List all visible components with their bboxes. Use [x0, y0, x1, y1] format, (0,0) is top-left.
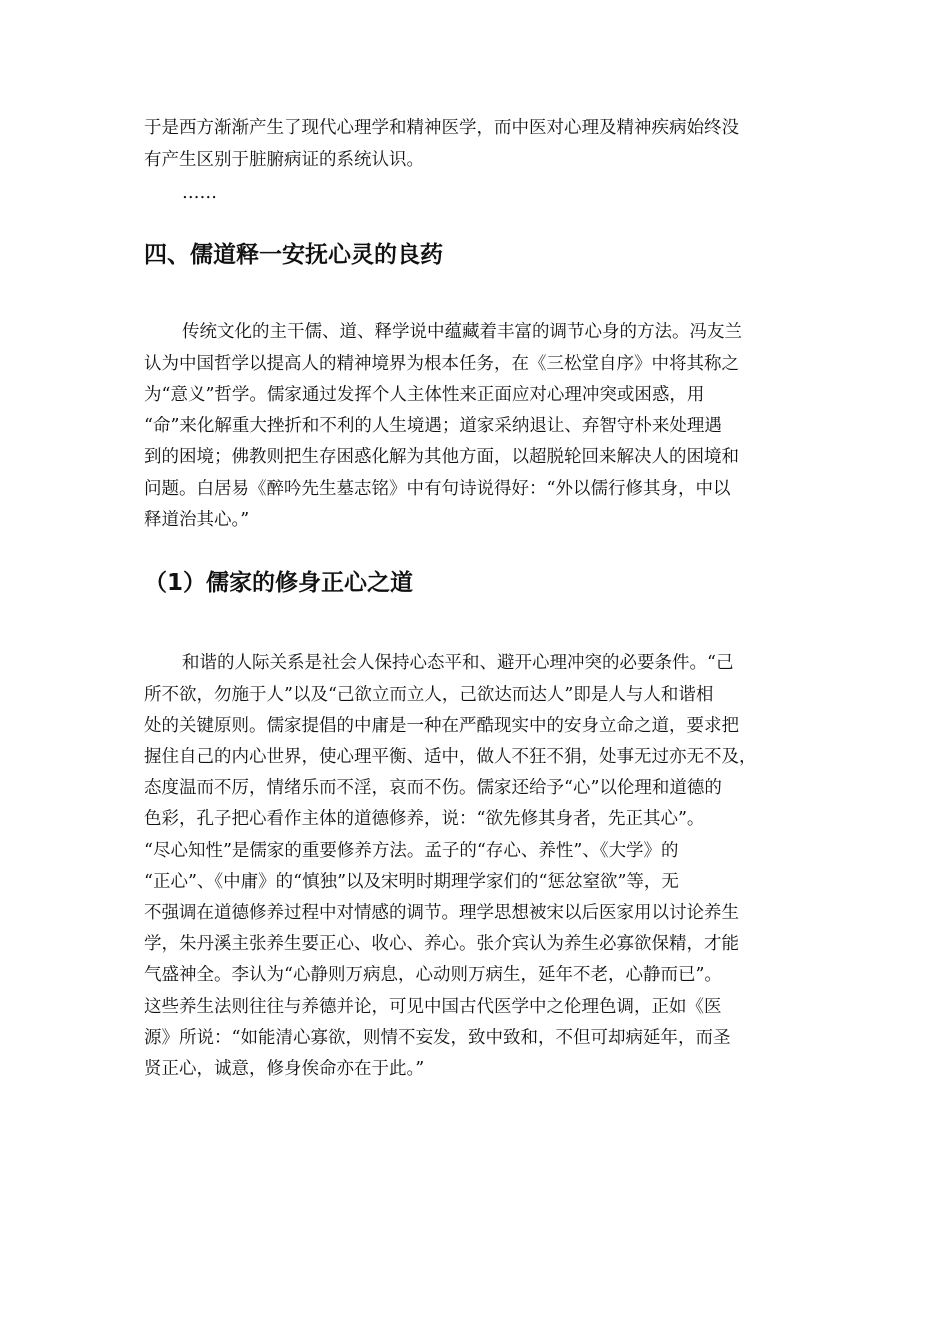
body-line: “正心”、《中庸》的“慎独”以及宋明时期理学家们的“惩忿窒欲”等，无 — [144, 872, 679, 892]
subsection-heading: （1）儒家的修身正心之道 — [144, 570, 414, 596]
body-line: 到的困境；佛教则把生存困惑化解为其他方面，以超脱轮回来解决人的困境和 — [144, 447, 739, 467]
body-line: 所不欲，勿施于人”以及“己欲立而立人，己欲达而达人”即是人与人和谐相 — [144, 685, 714, 705]
body-line: 处的关键原则。儒家提倡的中庸是一种在严酷现实中的安身立命之道，要求把 — [144, 716, 739, 736]
body-line: 贤正心，诚意，修身俟命亦在于此。” — [144, 1059, 425, 1079]
body-line: 于是西方渐渐产生了现代心理学和精神医学，而中医对心理及精神疾病始终没 — [144, 118, 739, 138]
body-line: “尽心知性”是儒家的重要修养方法。孟子的“存心、养性”、《大学》的 — [144, 841, 679, 861]
body-line: 态度温而不厉，情绪乐而不淫，哀而不伤。儒家还给予“心”以伦理和道德的 — [144, 778, 722, 798]
body-line: 气盛神全。李认为“心静则万病息，心动则万病生，延年不老，心静而已”。 — [144, 965, 722, 985]
section-heading: 四、儒道释一安抚心灵的良药 — [144, 242, 443, 268]
body-line: 握住自己的内心世界，使心理平衡、适中，做人不狂不狷，处事无过亦无不及， — [144, 747, 757, 767]
body-line: 这些养生法则往往与养德并论，可见中国古代医学中之伦理色调，正如《医 — [144, 997, 722, 1017]
body-line: 传统文化的主干儒、道、释学说中蕴藏着丰富的调节心身的方法。冯友兰 — [182, 322, 742, 342]
body-line: “命”来化解重大挫折和不利的人生境遇；道家采纳退让、弃智守朴来处理遇 — [144, 416, 722, 436]
body-line: 为“意义”哲学。儒家通过发挥个人主体性来正面应对心理冲突或困惑，用 — [144, 385, 705, 405]
body-line: 认为中国哲学以提高人的精神境界为根本任务，在《三松堂自序》中将其称之 — [144, 354, 739, 374]
body-line: 不强调在道德修养过程中对情感的调节。理学思想被宋以后医家用以讨论养生 — [144, 903, 739, 923]
body-line: 释道治其心。” — [144, 510, 250, 530]
body-line: 色彩，孔子把心看作主体的道德修养，说：“欲先修其身者，先正其心”。 — [144, 809, 705, 829]
body-line: 问题。白居易《醉吟先生墓志铭》中有句诗说得好：“外以儒行修其身，中以 — [144, 479, 731, 499]
body-line: 和谐的人际关系是社会人保持心态平和、避开心理冲突的必要条件。“己 — [182, 653, 734, 673]
body-line: 学，朱丹溪主张养生要正心、收心、养心。张介宾认为养生必寡欲保精，才能 — [144, 934, 739, 954]
body-line: 有产生区别于脏腑病证的系统认识。 — [144, 150, 424, 170]
ellipsis: …… — [182, 183, 217, 203]
body-line: 源》所说：“如能清心寡欲，则情不妄发，致中致和，不但可却病延年，而圣 — [144, 1028, 731, 1048]
